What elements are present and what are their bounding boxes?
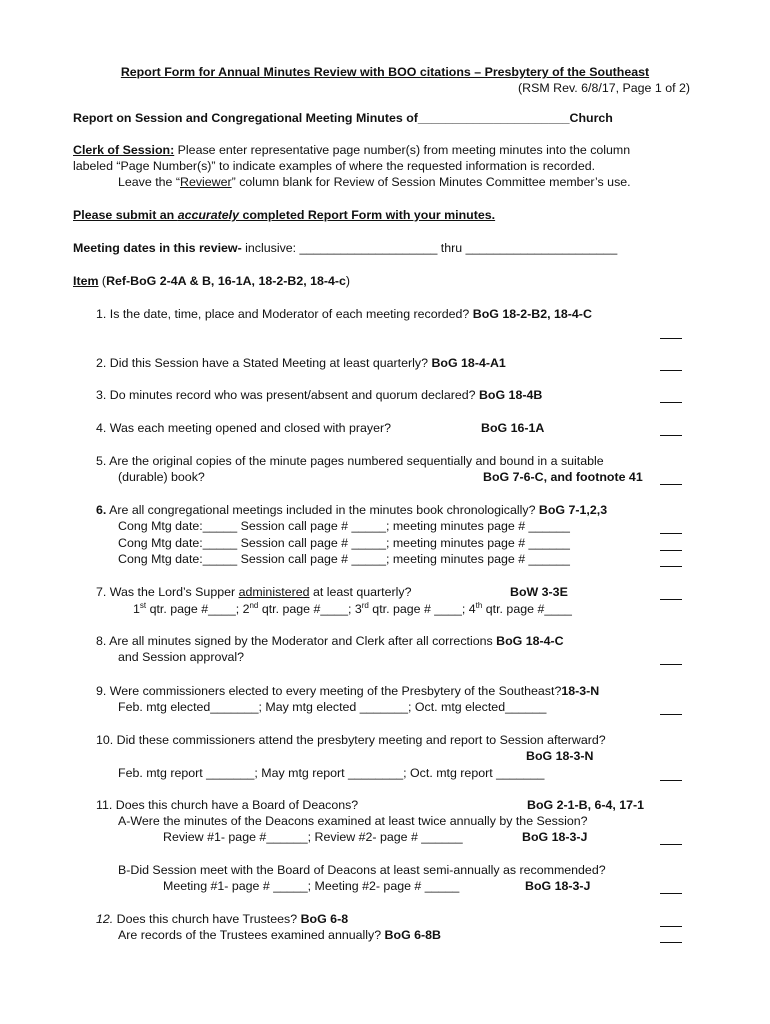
question-8-text-2: and Session approval? (118, 650, 245, 664)
question-2 (96, 355, 506, 371)
reviewer-blank-9[interactable] (660, 714, 682, 715)
question-11-text: 11. Does this church have a Board of Deacons? (96, 798, 359, 812)
question-6-ref: BoG 7-1,2,3 (538, 503, 608, 517)
item-header (73, 273, 350, 289)
reviewer-blank-12b[interactable] (660, 942, 682, 943)
question-8-text: 8. Are all minutes signed by the Moderator and Clerk after all corrections (96, 634, 497, 648)
question-7-pre: 7. Was the Lord’s Supper (96, 585, 239, 599)
clerk-label: Clerk of Session: (73, 143, 175, 157)
reviewer-blank-11b[interactable] (660, 893, 682, 894)
reviewer-word: Reviewer (180, 175, 232, 189)
question-9 (96, 683, 599, 699)
reviewer-blank-6c[interactable] (660, 566, 682, 567)
question-5-text: 5. Are the original copies of the minute pages numbered sequentially and bound in a suitable (96, 454, 604, 468)
refs-close: ) (345, 274, 351, 288)
question-3-text: 3. Do minutes record who was present/absent and quorum declared? (96, 388, 479, 402)
question-12-num: 12. (96, 912, 114, 926)
question-5-text-2: (durable) book? (118, 470, 205, 484)
question-7 (96, 584, 411, 600)
item-label: Item (73, 274, 99, 288)
question-12-ref: BoG 6-8 (300, 912, 349, 926)
question-1-ref: BoG 18-2-B2, 18-4-C (472, 307, 592, 321)
deacon-review-line[interactable]: Review #1- page #______; Review #2- page # ______ (163, 830, 463, 844)
question-12b (118, 927, 441, 943)
question-11b-text: B-Did Session meet with the Board of Deacons at least semi-annually as recommended? (118, 863, 606, 877)
report-on-line (73, 110, 613, 126)
question-2-ref: BoG 18-4-A1 (431, 356, 506, 370)
commissioners-report-line[interactable]: Feb. mtg report _______; May mtg report ________; Oct. mtg report _______ (118, 766, 545, 780)
question-12-text: Does this church have Trustees? (113, 912, 301, 926)
question-3 (96, 387, 542, 403)
q7-sup: st (139, 600, 147, 610)
church-name-blank[interactable]: ______________________ (417, 111, 570, 125)
question-1-text: 1. Is the date, time, place and Moderator of each meeting recorded? (96, 307, 473, 321)
question-4-text: 4. Was each meeting opened and closed with prayer? (96, 421, 392, 435)
meeting-dates-fields[interactable]: inclusive: ____________________ thru ______________________ (241, 241, 618, 255)
question-6-text: Are all congregational meetings included in the minutes book chronologically? (106, 503, 539, 517)
question-5-ref: BoG 7-6-C, and footnote 41 (483, 470, 643, 484)
question-12 (96, 911, 348, 927)
cong-mtg-line-2[interactable]: Cong Mtg date:_____ Session call page # _____; meeting minutes page # ______ (118, 536, 570, 550)
report-on-label: Report on Session and Congregational Meeting Minutes of (73, 111, 418, 125)
question-9-text: 9. Were commissioners elected to every meeting of the Presbytery of the Southeast? (96, 684, 562, 698)
reviewer-instruction (118, 174, 631, 190)
question-1 (96, 306, 592, 322)
question-10-ref: BoG 18-3-N (526, 749, 594, 763)
q7-sup: rd (361, 600, 369, 610)
church-label: Church (569, 111, 613, 125)
clerk-instruction (73, 142, 630, 158)
question-7-underlined: administered (238, 585, 310, 599)
reviewer-blank-12a[interactable] (660, 926, 682, 927)
revision-note: (RSM Rev. 6/8/17, Page 1 of 2) (518, 81, 690, 95)
cong-mtg-line-1[interactable]: Cong Mtg date:_____ Session call page # _____; meeting minutes page # ______ (118, 519, 570, 533)
question-12b-ref: BoG 6-8B (384, 928, 442, 942)
reviewer-blank-8[interactable] (660, 664, 682, 665)
commissioners-elected-line[interactable]: Feb. mtg elected_______; May mtg elected _______; Oct. mtg elected______ (118, 700, 547, 714)
cong-mtg-line-3[interactable]: Cong Mtg date:_____ Session call page # _____; meeting minutes page # ______ (118, 552, 570, 566)
question-11a-ref: BoG 18-3-J (522, 830, 588, 844)
reviewer-blank-2[interactable] (660, 370, 682, 371)
reviewer-blank-1[interactable] (660, 338, 682, 339)
reviewer-blank-6a[interactable] (660, 533, 682, 534)
clerk-text: Please enter representative page number(s) from meeting minutes into the column (174, 143, 631, 157)
question-8-ref: BoG 18-4-C (496, 634, 564, 648)
reviewer-blank-7[interactable] (660, 599, 682, 600)
question-11-ref: BoG 2-1-B, 6-4, 17-1 (527, 798, 645, 812)
question-3-ref: BoG 18-4B (478, 388, 543, 402)
reviewer-pre: Leave the “ (118, 175, 180, 189)
question-2-text: 2. Did this Session have a Stated Meeting at least quarterly? (96, 356, 432, 370)
reviewer-blank-5[interactable] (660, 484, 682, 485)
question-9-ref: 18-3-N (561, 684, 600, 698)
deacon-meeting-line[interactable]: Meeting #1- page # _____; Meeting #2- page # _____ (163, 879, 460, 893)
submit-em: accurately (177, 208, 239, 222)
question-12b-text: Are records of the Trustees examined annually? (118, 928, 385, 942)
quarter-pages-line[interactable] (133, 601, 572, 617)
reviewer-blank-3[interactable] (660, 402, 682, 403)
meeting-dates-label: Meeting dates in this review- (73, 241, 242, 255)
reviewer-post: ” column blank for Review of Session Minutes Committee member’s use. (231, 175, 631, 189)
question-6 (96, 502, 607, 518)
question-7-post: at least quarterly? (309, 585, 412, 599)
q7-part: qtr. page #____; 2 (146, 602, 250, 616)
reviewer-blank-4[interactable] (660, 435, 682, 436)
question-4-ref: BoG 16-1A (481, 421, 545, 435)
reviewer-blank-11a[interactable] (660, 844, 682, 845)
question-8 (96, 633, 564, 649)
q7-sup: th (475, 600, 483, 610)
submit-post: completed Report Form with your minutes. (239, 208, 496, 222)
submit-note (73, 207, 495, 223)
meeting-dates-line[interactable] (73, 240, 617, 256)
q7-part: qtr. page #____; 3 (258, 602, 362, 616)
reviewer-blank-6b[interactable] (660, 550, 682, 551)
q7-sup: nd (249, 600, 259, 610)
question-11b-ref: BoG 18-3-J (525, 879, 591, 893)
item-refs: Ref-BoG 2-4A & B, 16-1A, 18-2-B2, 18-4-c (106, 274, 346, 288)
question-10-text: 10. Did these commissioners attend the presbytery meeting and report to Session afterward? (96, 733, 606, 747)
q7-part: 1 (133, 602, 140, 616)
refs-open: ( (98, 274, 107, 288)
submit-pre: Please submit an (73, 208, 178, 222)
question-11a-text: A-Were the minutes of the Deacons examined at least twice annually by the Session? (118, 814, 588, 828)
reviewer-blank-10[interactable] (660, 780, 682, 781)
question-6-num: 6. (96, 503, 107, 517)
form-title: Report Form for Annual Minutes Review with BOO citations – Presbytery of the Southeast (120, 65, 650, 79)
clerk-instruction-line2: labeled “Page Number(s)” to indicate examples of where the requested information is recorded. (73, 159, 596, 173)
q7-part: qtr. page # ____; 4 (368, 602, 476, 616)
question-7-ref: BoW 3-3E (510, 585, 568, 599)
q7-part: qtr. page #____ (482, 602, 572, 616)
